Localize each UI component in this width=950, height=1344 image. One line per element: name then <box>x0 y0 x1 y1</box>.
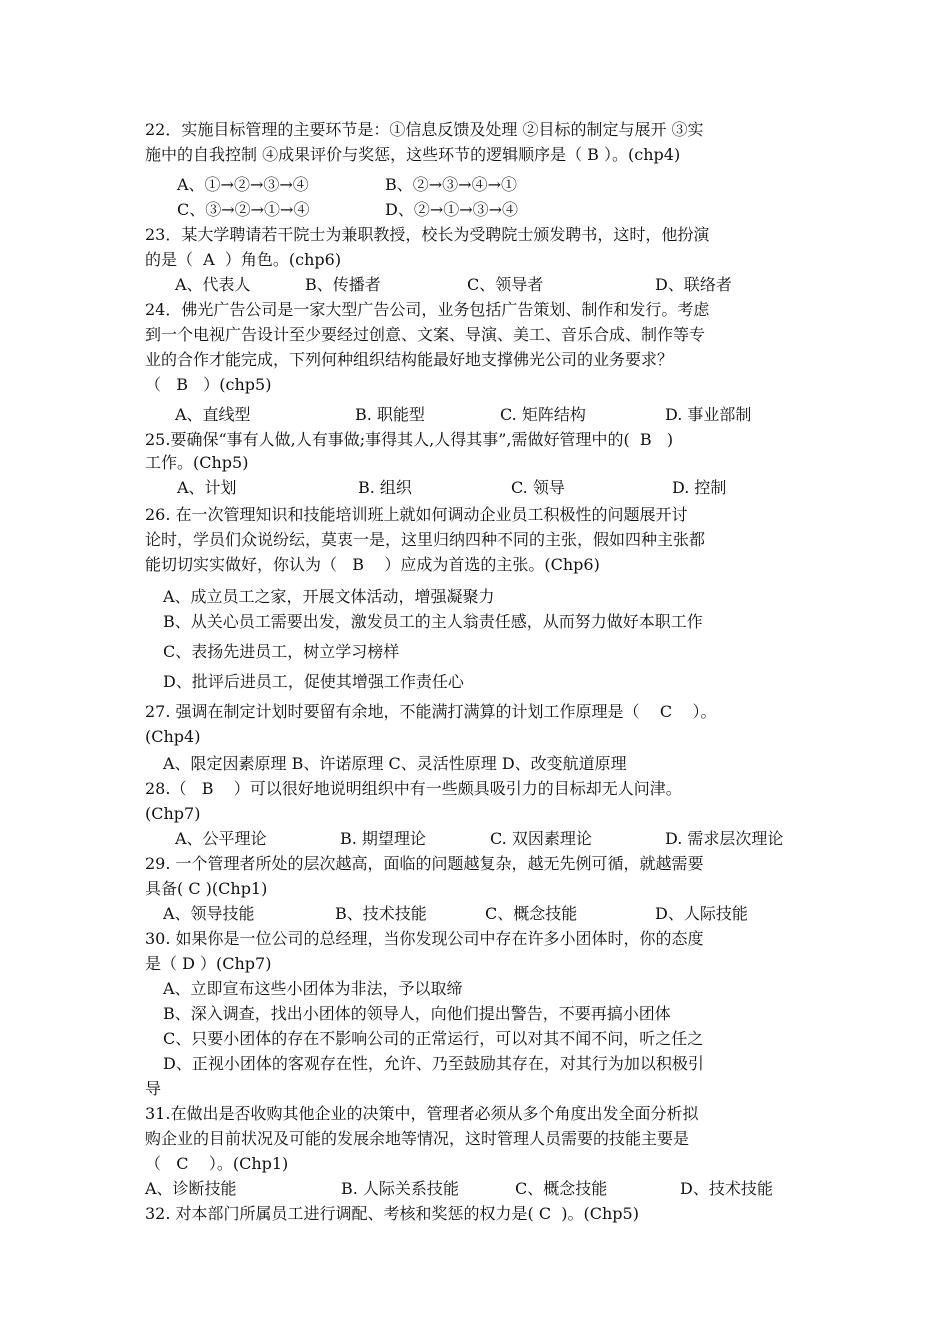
line-text: 23．某大学聘请若干院士为兼职教授，校长为受聘院士颁发聘书，这时，他扮演 <box>145 225 710 244</box>
text-line <box>145 503 825 527</box>
text-line <box>145 143 825 167</box>
text-line <box>145 1127 825 1151</box>
line-text: 具备( C )(Chp1) <box>145 879 268 898</box>
option-item: B、传播者 <box>305 275 381 294</box>
text-line <box>145 725 825 749</box>
line-text: 27. 强调在制定计划时要留有余地，不能满打满算的计划工作原理是（ C ）。 <box>145 702 717 721</box>
option-item: B. 组织 <box>358 478 412 497</box>
line-text: A、成立员工之家，开展文体活动，增强凝聚力 <box>163 587 495 606</box>
line-text: C、表扬先进员工，树立学习榜样 <box>163 642 400 661</box>
text-line <box>145 852 825 876</box>
line-text: (Chp7) <box>145 804 201 823</box>
option-item: A、代表人 <box>175 275 251 294</box>
line-text: D、正视小团体的客观存在性，允许、乃至鼓励其存在，对其行为加以积极引 <box>163 1054 704 1073</box>
option-item: B. 职能型 <box>355 405 425 424</box>
text-line <box>145 373 825 397</box>
text-line <box>145 1002 825 1026</box>
option-item: D. 需求层次理论 <box>665 829 784 848</box>
line-text: （ B ）(chp5) <box>145 375 272 394</box>
option-item: D. 事业部制 <box>665 405 752 424</box>
text-line <box>145 1102 825 1126</box>
option-item: D、联络者 <box>655 275 732 294</box>
text-line <box>145 118 825 142</box>
text-line <box>145 348 825 372</box>
text-line <box>145 528 825 552</box>
line-text: 30. 如果你是一位公司的总经理，当你发现公司中存在许多小团体时，你的态度 <box>145 929 704 948</box>
text-line <box>145 1152 825 1176</box>
option-item: D. 控制 <box>672 478 727 497</box>
text-line <box>145 977 825 1001</box>
text-line <box>145 298 825 322</box>
text-line <box>145 585 825 609</box>
line-text: 购企业的目前状况及可能的发展余地等情况，这时管理人员需要的技能主要是 <box>145 1129 690 1148</box>
line-text: 26. 在一次管理知识和技能培训班上就如何调动企业员工积极性的问题展开讨 <box>145 505 688 524</box>
option-item: A、直线型 <box>175 405 251 424</box>
text-line <box>145 752 825 776</box>
option-item: C、概念技能 <box>485 904 578 923</box>
line-text: B、从关心员工需要出发，激发员工的主人翁责任感，从而努力做好本职工作 <box>163 612 703 631</box>
text-line <box>145 1052 825 1076</box>
option-item: A、诊断技能 <box>145 1179 237 1198</box>
option-item: B、②→③→④→① <box>385 175 517 194</box>
text-line <box>145 777 825 801</box>
line-text: A、限定因素原理 B、许诺原理 C、灵活性原理 D、改变航道原理 <box>163 754 627 773</box>
option-item: C、概念技能 <box>515 1179 608 1198</box>
text-line <box>145 553 825 577</box>
line-text: B、深入调查，找出小团体的领导人，向他们提出警告，不要再搞小团体 <box>163 1004 671 1023</box>
text-line <box>145 802 825 826</box>
text-line <box>145 670 825 694</box>
text-line <box>145 1027 825 1051</box>
option-item: C. 矩阵结构 <box>500 405 586 424</box>
line-text: 到一个电视广告设计至少要经过创意、文案、导演、美工、音乐合成、制作等专 <box>145 325 706 344</box>
line-text: 业的合作才能完成，下列何种组织结构能最好地支撑佛光公司的业务要求？ <box>145 350 674 369</box>
text-line <box>145 323 825 347</box>
line-text: 能切切实实做好，你认为（ B ）应成为首选的主张。(Chp6) <box>145 555 600 574</box>
text-line <box>145 927 825 951</box>
text-line <box>145 1077 825 1101</box>
option-item: D、技术技能 <box>680 1179 773 1198</box>
line-text: 工作。(Chp5) <box>145 453 249 472</box>
text-line <box>145 700 825 724</box>
line-text: 22．实施目标管理的主要环节是：①信息反馈及处理 ②目标的制定与展开 ③实 <box>145 120 704 139</box>
text-line <box>145 248 825 272</box>
line-text: 导 <box>145 1079 162 1098</box>
line-text: 25.要确保“事有人做,人有事做;事得其人,人得其事”,需做好管理中的( B ) <box>145 430 674 449</box>
option-item: A、计划 <box>177 478 237 497</box>
text-line <box>145 610 825 634</box>
line-text: C、只要小团体的存在不影响公司的正常运行，可以对其不闻不问，听之任之 <box>163 1029 704 1048</box>
text-line <box>145 223 825 247</box>
line-text: 24．佛光广告公司是一家大型广告公司，业务包括广告策划、制作和发行。考虑 <box>145 300 710 319</box>
option-item: A、①→②→③→④ <box>177 175 309 194</box>
option-item: B. 人际关系技能 <box>341 1179 459 1198</box>
line-text: 的是（ A ）角色。(chp6) <box>145 250 342 269</box>
line-text: D、批评后进员工，促使其增强工作责任心 <box>163 672 464 691</box>
option-item: B. 期望理论 <box>340 829 426 848</box>
line-text: 32. 对本部门所属员工进行调配、考核和奖惩的权力是( C )。(Chp5) <box>145 1204 639 1223</box>
line-text: 29. 一个管理者所处的层次越高，面临的问题越复杂，越无先例可循，就越需要 <box>145 854 704 873</box>
line-text: A、立即宣布这些小团体为非法，予以取缔 <box>163 979 463 998</box>
text-line <box>145 952 825 976</box>
line-text: 施中的自我控制 ④成果评价与奖惩，这些环节的逻辑顺序是（ B ）。(chp4) <box>145 145 681 164</box>
text-line <box>145 428 825 452</box>
option-item: D、人际技能 <box>655 904 748 923</box>
option-item: C、领导者 <box>467 275 544 294</box>
option-item: C、③→②→①→④ <box>177 200 310 219</box>
option-item: C. 领导 <box>511 478 565 497</box>
option-item: D、②→①→③→④ <box>385 200 519 219</box>
line-text: (Chp4) <box>145 727 201 746</box>
option-item: C. 双因素理论 <box>490 829 592 848</box>
option-item: B、技术技能 <box>335 904 427 923</box>
line-text: （ C ）。(Chp1) <box>145 1154 289 1173</box>
line-text: 是（ D ）(Chp7) <box>145 954 272 973</box>
option-item: A、领导技能 <box>163 904 255 923</box>
line-text: 31.在做出是否收购其他企业的决策中，管理者必须从多个角度出发全面分析拟 <box>145 1104 699 1123</box>
text-line <box>145 877 825 901</box>
option-item: A、公平理论 <box>175 829 267 848</box>
text-line <box>145 1202 825 1226</box>
line-text: 28.（ B ）可以很好地说明组织中有一些颇具吸引力的目标却无人问津。 <box>145 779 682 798</box>
text-line <box>145 640 825 664</box>
line-text: 论时，学员们众说纷纭，莫衷一是，这里归纳四种不同的主张，假如四种主张都 <box>145 530 706 549</box>
text-line <box>145 451 825 475</box>
